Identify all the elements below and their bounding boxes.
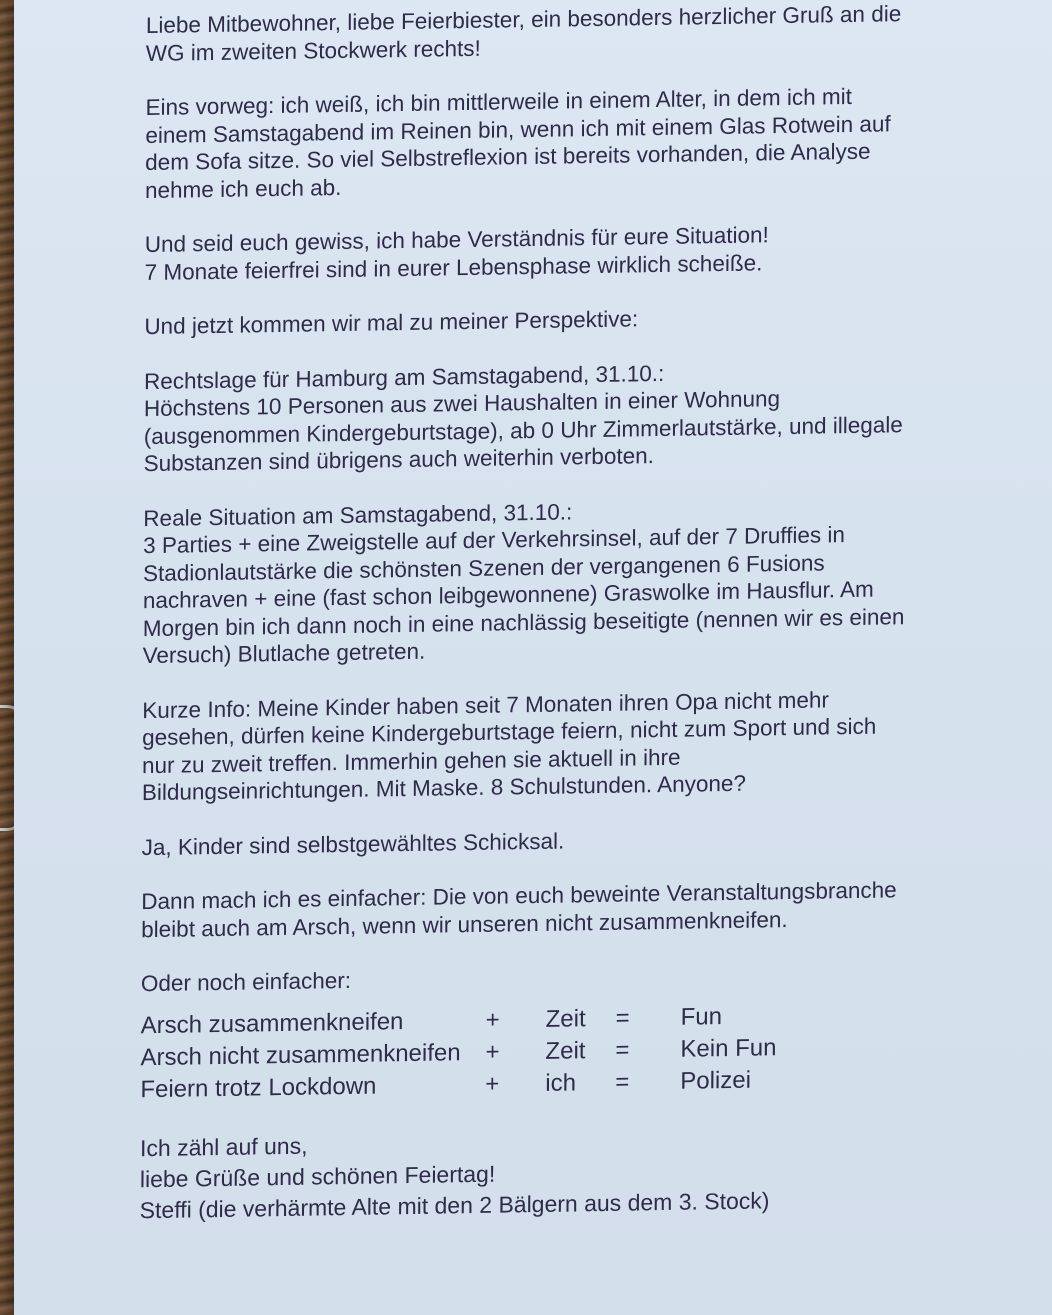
- equation-equals: =: [615, 1068, 630, 1096]
- kids-info-paragraph: [142, 683, 1012, 807]
- equation-operator: +: [485, 1038, 500, 1066]
- text-line: Substanzen sind übrigens auch weiterhin verboten.: [143, 443, 654, 477]
- simpler-paragraph: [141, 875, 1011, 944]
- fate-paragraph: [142, 820, 1012, 861]
- text-line: dem Sofa sitze. So viel Selbstreflexion ist bereits vorhanden, die Analyse: [145, 138, 871, 176]
- equation-equals: =: [615, 1036, 630, 1064]
- closing-signature: [140, 1119, 1010, 1226]
- text-line: Höchstens 10 Personen aus zwei Haushalten in einer Wohnung: [143, 386, 781, 422]
- text-line: Und jetzt kommen wir mal zu meiner Perspektive:: [144, 306, 639, 340]
- text-line: Dann mach ich es einfacher: Die von euch beweinte Veranstaltungsbranche: [141, 877, 897, 915]
- text-line: Bildungseinrichtungen. Mit Maske. 8 Schulstunden. Anyone?: [141, 770, 747, 806]
- letter-body: [140, 0, 1016, 1226]
- real-situation-paragraph: [143, 491, 1014, 670]
- text-line: 7 Monate feierfrei sind in eurer Lebensphase wirklich scheiße.: [144, 249, 763, 285]
- text-line: Rechtslage für Hamburg am Samstagabend, 31.10.:: [144, 360, 665, 394]
- equation-term: Zeit: [545, 1004, 586, 1033]
- equation-operator: +: [485, 1070, 500, 1098]
- text-line: Stadionlautstärke die schönsten Szenen der vergangenen 6 Fusions: [142, 549, 825, 586]
- equation-term: Feiern trotz Lockdown: [140, 1072, 377, 1103]
- equation-result: Fun: [680, 1002, 723, 1031]
- perspective-paragraph: [144, 299, 1014, 340]
- even-simpler-paragraph: [141, 957, 1011, 998]
- text-line: einem Samstagabend im Reinen bin, wenn ich mit einem Glas Rotwein auf: [145, 110, 891, 148]
- text-line: Morgen bin ich dann noch in eine nachlässig beseitigte (nennen wir es einen: [142, 603, 905, 641]
- equation-term: Arsch nicht zusammenkneifen: [140, 1038, 461, 1071]
- signature-line: Steffi (die verhärmte Alte mit den 2 Bälgern aus dem 3. Stock): [139, 1186, 770, 1223]
- text-line: Ich zähl auf uns,: [139, 1132, 308, 1161]
- text-line: Liebe Mitbewohner, liebe Feierbiester, ein besonders herzlicher Gruß an die: [145, 1, 902, 39]
- text-line: 3 Parties + eine Zweigstelle auf der Verkehrsinsel, auf der 7 Druffies in: [143, 522, 846, 559]
- equation-equals: =: [615, 1004, 630, 1032]
- text-line: Eins vorweg: ich weiß, ich bin mittlerweile in einem Alter, in dem ich mit: [145, 83, 852, 121]
- intro-paragraph: [145, 80, 1015, 204]
- text-line: Und seid euch gewiss, ich habe Verständnis für eure Situation!: [144, 222, 769, 258]
- text-line: gesehen, dürfen keine Kindergeburtstage feiern, nicht zum Sport und sich: [142, 713, 877, 751]
- equation-operator: +: [485, 1006, 500, 1034]
- equation-table: [140, 998, 1010, 1103]
- text-line: liebe Grüße und schönen Feiertag!: [139, 1160, 496, 1192]
- legal-situation-paragraph: [144, 354, 1014, 478]
- text-line: nehme ich euch ab.: [145, 174, 342, 203]
- text-line: bleibt auch am Arsch, wenn wir unseren nicht zusammenkneifen.: [141, 906, 788, 942]
- text-line: Ja, Kinder sind selbstgewähltes Schicksal.: [141, 828, 565, 860]
- text-line: nur zu zweit treffen. Immerhin gehen sie aktuell in ihre: [141, 744, 681, 778]
- text-line: Versuch) Blutlache getreten.: [142, 638, 426, 669]
- understanding-paragraph: [145, 217, 1015, 286]
- equation-term: Zeit: [545, 1036, 586, 1065]
- letter-paper: [14, 0, 1052, 1315]
- text-line: Oder noch einfacher:: [140, 967, 352, 997]
- text-line: Kurze Info: Meine Kinder haben seit 7 Monaten ihren Opa nicht mehr: [142, 686, 829, 723]
- text-line: WG im zweiten Stockwerk rechts!: [145, 35, 481, 66]
- equation-term: Arsch zusammenkneifen: [140, 1007, 404, 1039]
- equation-result: Polizei: [680, 1066, 752, 1095]
- equation-result: Kein Fun: [680, 1033, 777, 1063]
- equation-term: ich: [545, 1068, 577, 1097]
- text-line: nachraven + eine (fast schon leibgewonnene) Graswolke im Hausflur. Am: [142, 576, 874, 614]
- text-line: (ausgenommen Kindergeburtstage), ab 0 Uhr Zimmerlautstärke, und illegale: [143, 411, 903, 449]
- greeting-paragraph: [146, 0, 1016, 67]
- text-line: Reale Situation am Samstagabend, 31.10.:: [143, 498, 573, 531]
